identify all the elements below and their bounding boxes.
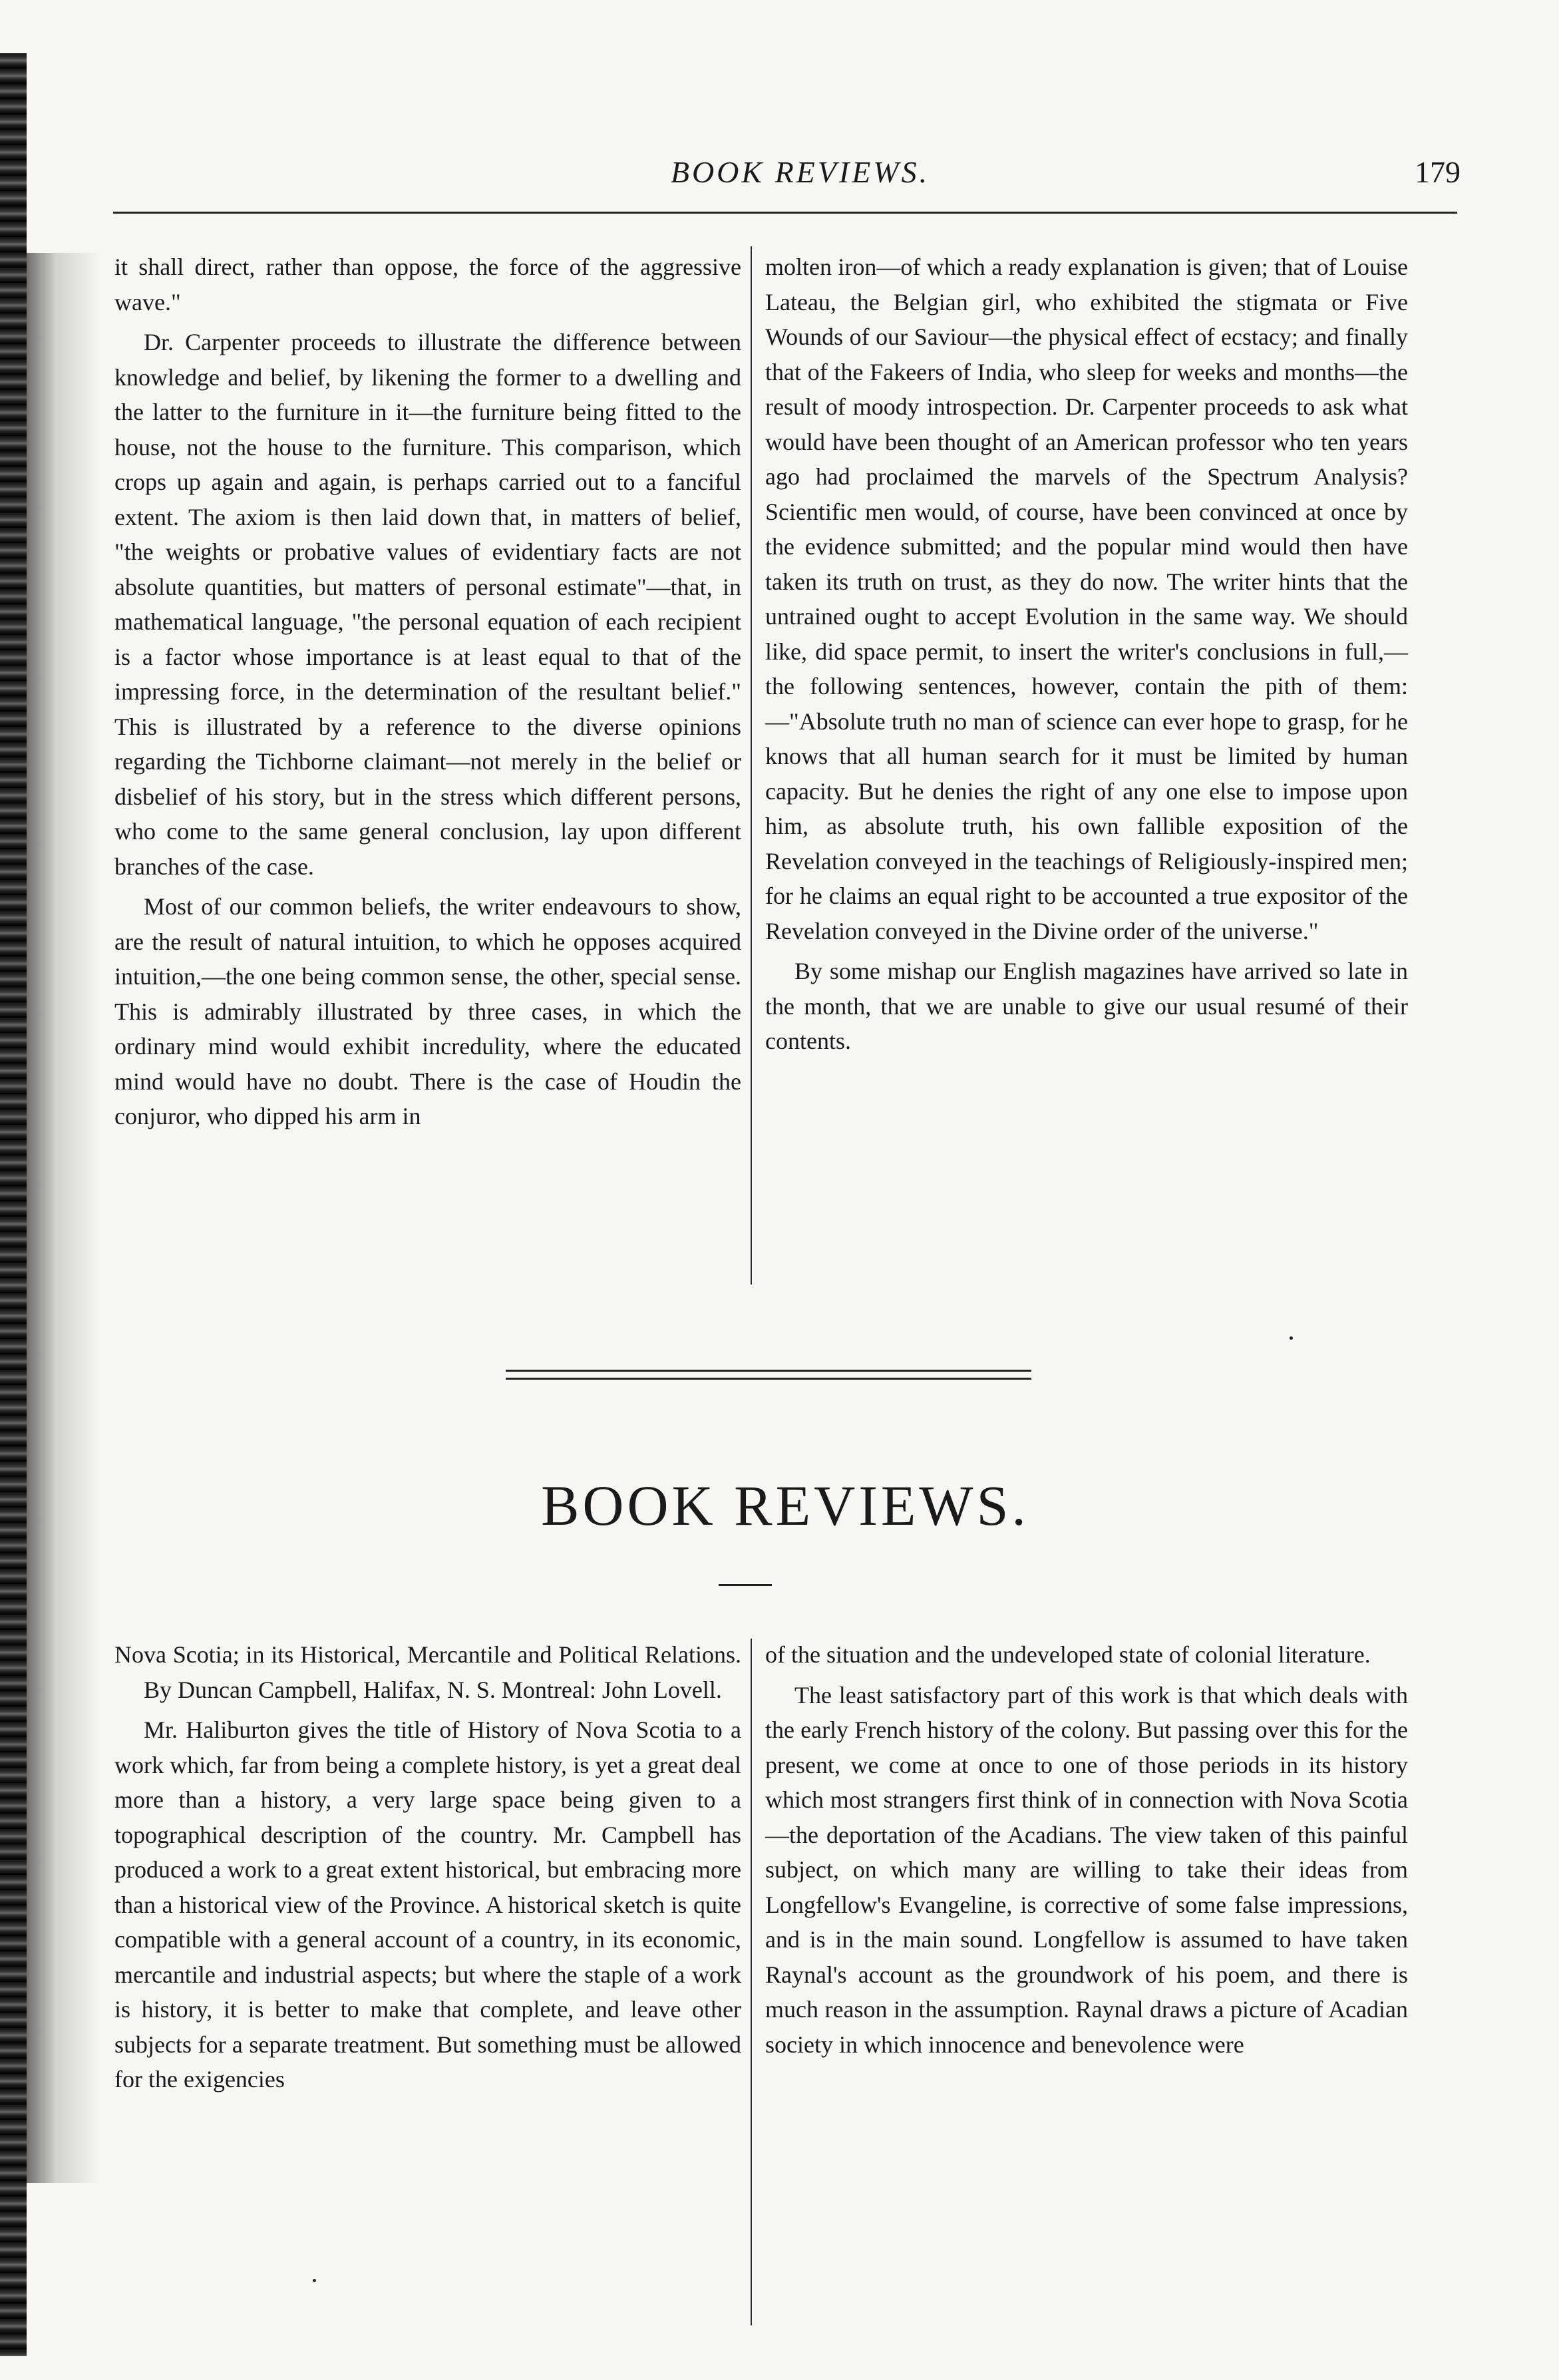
running-head [113, 154, 1487, 197]
column-divider [751, 246, 752, 1285]
paragraph: The least satisfactory part of this work is that which deals with the early French history of the colony. But passing over this for the present, we come at once to one of those periods in its history which most strangers first think of in connection with Nova Scotia—the deportation of the Acadians. The view taken of this painful subject, on which many are willing to take their ideas from Longfellow's Evangeline, is corrective of some false impressions, and is in the main sound. Longfellow is assumed to have taken Raynal's account as the groundwork of his poem, and there is much reason in the assumption. Raynal draws a picture of Acadian society in which innocence and benevolence were [765, 1681, 1408, 2058]
binding-shadow [27, 253, 100, 2183]
lower-right-column [765, 1637, 1408, 2062]
paragraph: Dr. Carpenter proceeds to illustrate the difference between knowledge and belief, by likening the former to a dwelling and the latter to the furniture in it—the furniture being fitted to the house, not the house to the furniture. This comparison, which crops up again and again, is perhaps carried out to a fanciful extent. The axiom is then laid down that, in matters of belief, "the weights or probative values of evidentiary facts are not absolute quantities, but matters of personal estimate"—that, in mathematical language, "the personal equation of each recipient is a factor whose importance is at least equal to that of the impressing force, in the determination of the resultant belief." This is illustrated by a reference to the diverse opinions regarding the Tichborne claimant—not merely in the belief or disbelief of his story, but in the stress which different persons, who come to the same general conclusion, lay upon different branches of the case. [114, 329, 741, 880]
paragraph: Mr. Haliburton gives the title of History of Nova Scotia to a work which, far from being a complete history, is yet a great deal more than a history, a very large space being given to a topographical description of the country. Mr. Campbell has produced a work to a great extent historical, but embracing more than a historical view of the Province. A historical sketch is quite compatible with a general account of a country, in its economic, mercantile and industrial aspects; but where the staple of a work is history, it is better to make that complete, and leave other subjects for a separate treatment. But something must be allowed for the exigencies [114, 1716, 741, 2092]
column-divider [751, 1639, 752, 2325]
section-double-rule-bottom [506, 1378, 1031, 1380]
section-title: BOOK REVIEWS. [541, 1474, 1029, 1537]
page-number: 179 [1415, 155, 1461, 189]
lower-left-column [114, 1637, 741, 2097]
paragraph: Most of our common beliefs, the writer endeavours to show, are the result of natural intuition, to which he opposes acquired intuition,—the one being common sense, the other, special sense. This is admirably illustrated by three cases, in which the ordinary mind would exhibit incredulity, where the educated mind would have no doubt. There is the case of Houdin the conjuror, who dipped his arm in [114, 893, 741, 1129]
paragraph: molten iron—of which a ready explanation is given; that of Louise Lateau, the Belgian girl, who exhibited the stigmata or Five Wounds of our Saviour—the physical effect of ecstacy; and finally that of the Fakeers of India, who sleep for weeks and months—the result of moody introspection. Dr. Carpenter proceeds to ask what would have been thought of an American professor who ten years ago had proclaimed the marvels of the Spectrum Analysis? Scientific men would, of course, have been convinced at once by the evidence submitted; and the popular mind would then have taken its truth on trust, as they do now. The writer hints that the untrained ought to accept Evolution in the same way. We should like, did space permit, to insert the writer's conclusions in full,—the following sentences, however, contain the pith of them:—"Absolute truth no man of science can ever hope to grasp, for he knows that all human search for it must be limited by human capacity. But he denies the right of any one else to impose upon him, as absolute truth, his own fallible exposition of the Revelation conveyed in the teachings of Religiously-inspired men; for he claims an equal right to be accounted a true expositor of the Revelation conveyed in the Divine order of the universe." [765, 254, 1408, 944]
print-speck [1290, 1336, 1293, 1340]
upper-right-column [765, 250, 1408, 1059]
paragraph: it shall direct, rather than oppose, the force of the aggressive wave." [114, 254, 741, 315]
upper-left-column [114, 250, 741, 1134]
book-citation: Nova Scotia; in its Historical, Mercantile and Political Relations. By Duncan Campbell, Halifax, N. S. Montreal: John Lovell. [114, 1641, 741, 1703]
section-double-rule-top [506, 1370, 1031, 1372]
print-speck [313, 2279, 316, 2282]
header-rule [113, 212, 1457, 214]
book-binding-edge [0, 53, 27, 2356]
paragraph: By some mishap our English magazines have arrived so late in the month, that we are unable to give our usual resumé of their contents. [765, 958, 1408, 1054]
paragraph: of the situation and the undeveloped state of colonial literature. [765, 1641, 1371, 1668]
running-head-title: BOOK REVIEWS. [670, 155, 930, 189]
title-underline [719, 1584, 772, 1586]
